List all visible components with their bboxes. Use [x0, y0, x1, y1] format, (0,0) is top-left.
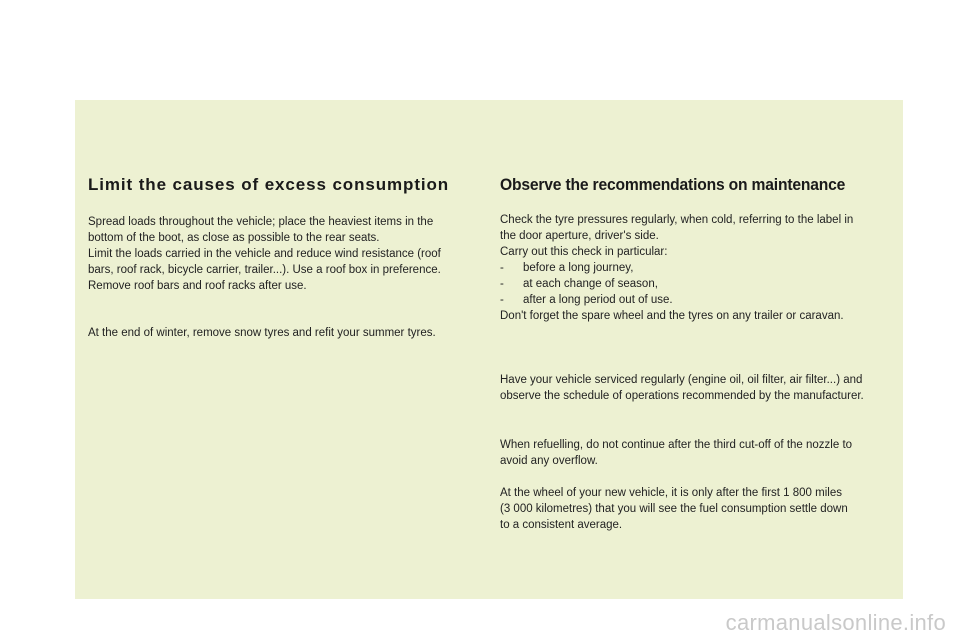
text-line: At the wheel of your new vehicle, it is only after the first 1 800 miles [500, 487, 842, 499]
text-line: Have your vehicle serviced regularly (engine oil, oil filter, air filter...) and [500, 374, 863, 386]
text-line: Carry out this check in particular: [500, 246, 668, 258]
text-line: Spread loads throughout the vehicle; place the heaviest items in the [88, 216, 434, 228]
text-line: the door aperture, driver's side. [500, 230, 659, 242]
text-line: Don't forget the spare wheel and the tyres on any trailer or caravan. [500, 310, 844, 322]
left-paragraph-2 [88, 325, 478, 341]
text-line: bars, roof rack, bicycle carrier, trailer...). Use a roof box in preference. [88, 264, 441, 276]
text-line: to a consistent average. [500, 519, 623, 531]
text-line: At the end of winter, remove snow tyres and refit your summer tyres. [88, 327, 436, 339]
left-paragraph-1 [88, 214, 478, 294]
list-item [500, 292, 900, 308]
left-column [88, 175, 478, 341]
right-column [500, 175, 900, 533]
right-paragraph-3 [500, 437, 900, 469]
text-line: (3 000 kilometres) that you will see the fuel consumption settle down [500, 503, 848, 515]
list-item-text: at each change of season, [523, 278, 658, 290]
right-heading: Observe the recommendations on maintenance [500, 175, 846, 194]
list-item-text: before a long journey, [523, 262, 634, 274]
list-dash: - [500, 294, 504, 306]
right-paragraph-2 [500, 372, 900, 404]
list-dash: - [500, 278, 504, 290]
text-line: When refuelling, do not continue after the third cut-off of the nozzle to [500, 439, 853, 451]
text-line: Limit the loads carried in the vehicle and reduce wind resistance (roof [88, 248, 441, 260]
watermark-text: carmanualsonline.info [725, 610, 946, 635]
text-line: bottom of the boot, as close as possible to the rear seats. [88, 232, 380, 244]
list-item-text: after a long period out of use. [523, 294, 673, 306]
right-paragraph-1 [500, 212, 900, 324]
right-paragraph-4 [500, 485, 900, 533]
text-line: Remove roof bars and roof racks after use. [88, 280, 307, 292]
list-dash: - [500, 262, 504, 274]
list-item [500, 276, 900, 292]
left-heading: Limit the causes of excess consumption [88, 175, 450, 194]
text-line: observe the schedule of operations recommended by the manufacturer. [500, 390, 864, 402]
text-line: avoid any overflow. [500, 455, 598, 467]
text-line: Check the tyre pressures regularly, when cold, referring to the label in [500, 214, 854, 226]
list-item [500, 260, 900, 276]
